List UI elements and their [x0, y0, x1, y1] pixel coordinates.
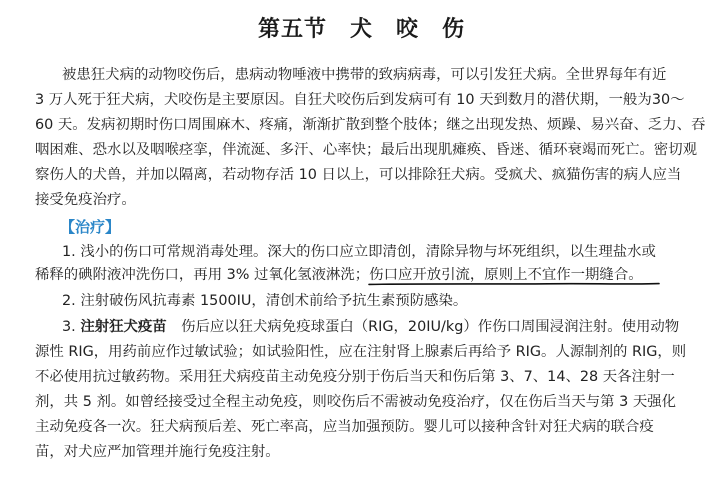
heading-bracket-close: 】: [105, 218, 121, 236]
item-3-number: 3.: [62, 319, 76, 335]
intro-line-1: 被患狂犬病的动物咬伤后，患病动物唾液中携带的致病病毒，可以引发狂犬病。全世界每年有近: [62, 67, 667, 83]
intro-line-2: 3 万人死于狂犬病，犬咬伤是主要原因。自狂犬咬伤后到发病可有 10 天到数月的潜伏期，一般为30～: [35, 92, 685, 108]
treatment-item-3-line-1: [62, 318, 679, 336]
pen-underline-mark: [368, 282, 660, 286]
item-3-bold-label: 注射狂犬疫苗: [80, 319, 167, 335]
section-title: 第五节 犬 咬 伤: [257, 17, 465, 42]
intro-line-5: 察伤人的犬兽，并加以隔离，若动物存活 10 日以上，可以排除狂犬病。受疯犬、疯猫伤害的病人应当: [35, 167, 682, 183]
treatment-heading: [60, 218, 120, 236]
item-3-text-line-1: 伤后应以狂犬病免疫球蛋白（RIG，20IU/kg）作伤口周围浸润注射。使用动物: [166, 319, 680, 335]
treatment-item-3-line-6: 苗，对犬应严加管理并施行免疫注射。: [35, 444, 280, 460]
item-1-text-line-1: 浅小的伤口可常规消毒处理。深大的伤口应立即清创，清除异物与坏死组织，以生理盐水或: [80, 244, 656, 260]
treatment-item-1-line-1: [62, 243, 656, 261]
treatment-item-1-line-2: 稀释的碘附液冲洗伤口，再用 3% 过氧化氢液淋洗；伤口应开放引流，原则上不宜作一期缝合。: [35, 267, 643, 283]
item-2-number: 2.: [62, 293, 76, 309]
intro-line-3: 60 天。发病初期时伤口周围麻木、疼痛，渐渐扩散到整个肢体；继之出现发热、烦躁、易兴奋、乏力、吞: [35, 117, 706, 133]
intro-line-6: 接受免疫治疗。: [35, 192, 136, 208]
intro-line-4: 咽困难、恐水以及咽喉痉挛，伴流涎、多汗、心率快；最后出现肌瘫痪、昏迷、循环衰竭而死亡。密切观: [35, 142, 697, 158]
treatment-item-3-line-5: 主动免疫各一次。狂犬病预后差、死亡率高，应当加强预防。婴儿可以接种含针对狂犬病的联合疫: [35, 419, 654, 435]
treatment-item-3-line-3: 不必使用抗过敏药物。采用狂犬病疫苗主动免疫分别于伤后当天和伤后第 3、7、14、28 天各注射一: [35, 369, 675, 385]
treatment-item-3-line-4: 剂，共 5 剂。如曾经接受过全程主动免疫，则咬伤后不需被动免疫治疗，仅在伤后当天与第 3 天强化: [35, 394, 677, 410]
heading-label: 治疗: [75, 218, 106, 236]
treatment-item-2: [62, 292, 467, 310]
item-2-text: 注射破伤风抗毒素 1500IU，清创术前给予抗生素预防感染。: [80, 293, 468, 309]
heading-bracket-open: 【: [60, 218, 76, 236]
treatment-item-3-line-2: 源性 RIG，用药前应作过敏试验；如试验阳性，应在注射肾上腺素后再给予 RIG。人源制剂的 RIG，则: [35, 344, 687, 360]
item-1-number: 1.: [62, 244, 76, 260]
